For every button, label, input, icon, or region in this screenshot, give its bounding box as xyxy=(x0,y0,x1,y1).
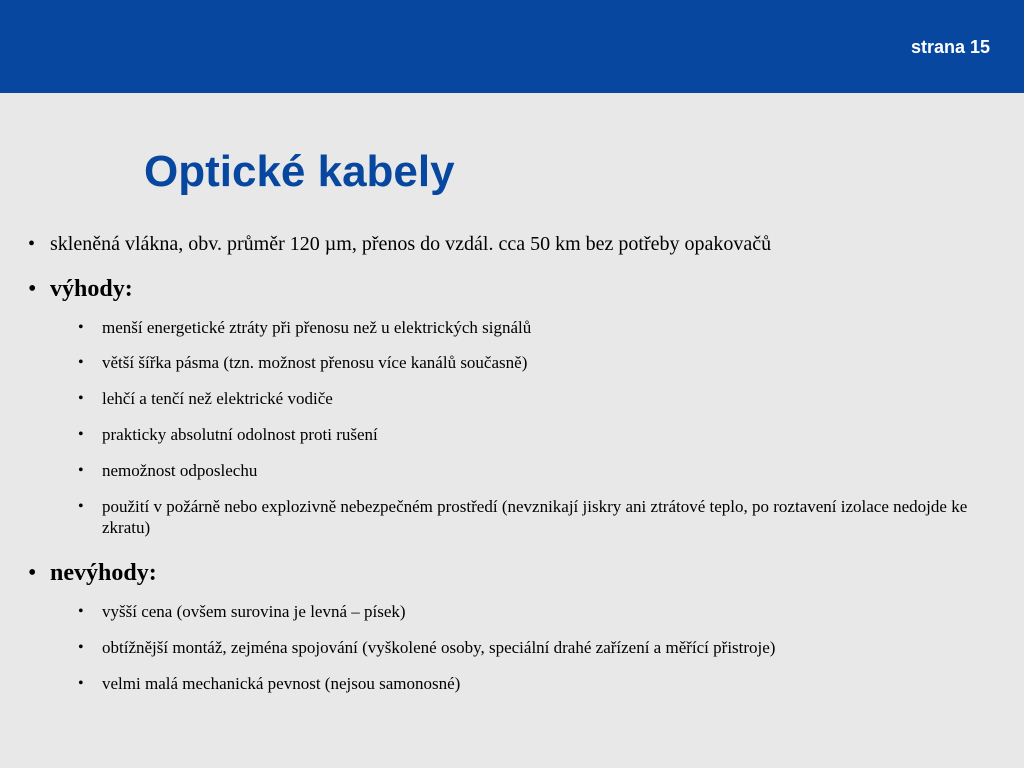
bullet-dot-icon: • xyxy=(28,276,37,302)
header-bar xyxy=(0,0,1024,93)
disadvantage-item xyxy=(78,601,988,622)
bullet-dot-icon: • xyxy=(78,675,84,692)
disadvantage-item xyxy=(78,673,988,694)
bullet-dot-icon: • xyxy=(78,426,84,443)
disadvantages-heading xyxy=(28,560,157,586)
advantage-item xyxy=(78,424,988,445)
advantage-item-text: prakticky absolutní odolnost proti rušení xyxy=(102,425,378,444)
advantage-item xyxy=(78,388,988,409)
intro-text: skleněná vlákna, obv. průměr 120 µm, přenos do vzdál. cca 50 km bez potřeby opakovačů xyxy=(50,233,772,255)
bullet-dot-icon: • xyxy=(78,319,84,336)
advantage-item-text: nemožnost odposlechu xyxy=(102,461,258,480)
advantage-item xyxy=(78,460,988,481)
bullet-dot-icon: • xyxy=(78,603,84,620)
advantage-item-text: menší energetické ztráty při přenosu než u elektrických signálů xyxy=(102,318,532,337)
advantage-item-text: větší šířka pásma (tzn. možnost přenosu více kanálů současně) xyxy=(102,353,528,372)
advantages-heading-text: výhody: xyxy=(50,276,133,302)
bullet-dot-icon: • xyxy=(78,354,84,371)
slide-title: Optické kabely xyxy=(144,147,455,196)
page-number: strana 15 xyxy=(910,37,990,57)
bullet-dot-icon: • xyxy=(78,639,84,656)
advantage-item xyxy=(78,317,988,338)
advantage-item xyxy=(78,496,988,538)
bullet-dot-icon: • xyxy=(78,498,84,515)
disadvantage-item-text: obtížnější montáž, zejména spojování (vyškolené osoby, speciální drahé zařízení a měřící přistroje) xyxy=(102,638,776,657)
bullet-dot-icon: • xyxy=(28,560,37,586)
disadvantage-item xyxy=(78,637,988,658)
disadvantage-item-text: vyšší cena (ovšem surovina je levná – písek) xyxy=(102,602,406,621)
bullet-dot-icon: • xyxy=(78,390,84,407)
advantage-item xyxy=(78,352,988,373)
disadvantage-item-text: velmi malá mechanická pevnost (nejsou samonosné) xyxy=(102,674,461,693)
intro-bullet xyxy=(28,233,771,255)
advantage-item-text: použití v požárně nebo explozivně nebezpečném prostředí (nevznikají jiskry ani ztrátové teplo, po roztavení izolace nedojde ke zkratu) xyxy=(102,497,968,537)
advantages-heading xyxy=(28,276,133,302)
bullet-dot-icon: • xyxy=(28,233,36,255)
disadvantages-heading-text: nevýhody: xyxy=(50,560,157,586)
advantage-item-text: lehčí a tenčí než elektrické vodiče xyxy=(102,389,333,408)
bullet-dot-icon: • xyxy=(78,462,84,479)
